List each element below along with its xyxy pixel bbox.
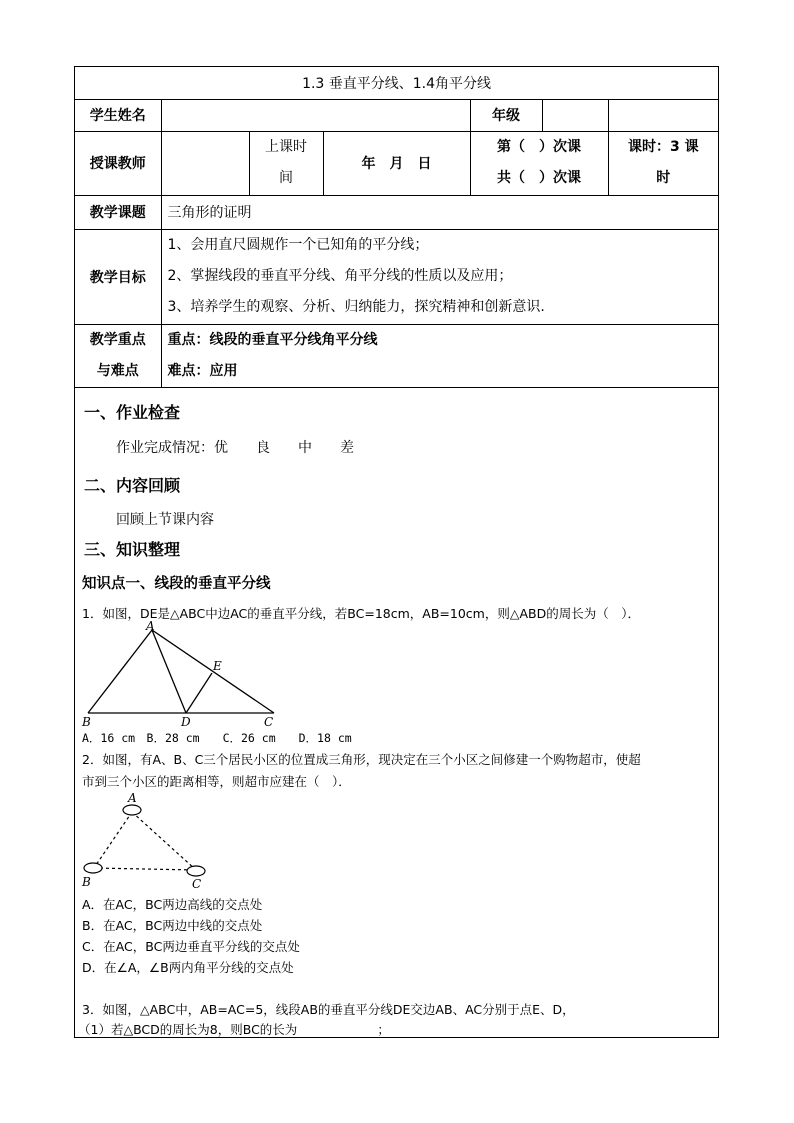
student-name-label: 学生姓名 (75, 99, 161, 131)
goal-item: 3、培养学生的观察、分析、归纳能力，探究精神和创新意识. (167, 299, 545, 315)
q2-option-a: A．在AC，BC两边高线的交点处 (82, 897, 263, 912)
teacher-field[interactable] (161, 131, 249, 195)
class-time-label: 上课时 间 (249, 131, 323, 195)
q3-answer-blank[interactable] (297, 1025, 377, 1038)
difficult-point: 难点：应用 (167, 362, 238, 379)
q1-label-e: E (213, 659, 222, 673)
teacher-label: 授课教师 (75, 131, 161, 195)
q1-label-d: D (181, 715, 191, 729)
goal-item: 2、掌握线段的垂直平分线、角平分线的性质以及应用； (167, 268, 513, 284)
q2-triangle-figure (78, 790, 218, 892)
goals-label: 教学目标 (75, 229, 161, 324)
topic-value: 三角形的证明 (161, 195, 718, 229)
q1-triangle-figure (78, 618, 288, 730)
q2-text-line1: 2．如图，有A、B、C三个居民小区的位置成三角形，现决定在三个小区之间修建一个购物超市，使超 (82, 752, 641, 767)
key-point: 重点：线段的垂直平分线角平分线 (167, 331, 378, 348)
class-date: 年 月 日 (323, 131, 470, 195)
q2-option-c: C．在AC，BC两边垂直平分线的交点处 (82, 939, 300, 954)
q2-text-line2: 市到三个小区的距离相等，则超市应建在（ ）． (82, 774, 351, 789)
student-name-field[interactable] (161, 99, 470, 131)
section-homework-text: 作业完成情况：优 良 中 差 (116, 440, 354, 456)
section-review-title: 二、内容回顾 (84, 476, 181, 495)
lesson-title: 1.3 垂直平分线、1.4角平分线 (75, 67, 718, 99)
section-knowledge-title: 三、知识整理 (84, 540, 181, 559)
q2-label-b: B (82, 875, 91, 889)
topic-label: 教学课题 (75, 195, 161, 229)
grade-label: 年级 (470, 99, 542, 131)
q2-option-b: B．在AC，BC两边中线的交点处 (82, 918, 263, 933)
knowledge-point-1-title: 知识点一、线段的垂直平分线 (82, 576, 271, 592)
key-points-label: 教学重点 与难点 (75, 324, 161, 387)
q1-label-b: B (82, 715, 91, 729)
q1-label-c: C (264, 715, 274, 729)
q1-text: 1．如图，DE是△ABC中边AC的垂直平分线，若BC=18cm，AB=10cm，则△ABD的周长为（ ）． (82, 606, 640, 621)
q2-option-d: D．在∠A，∠B两内角平分线的交点处 (82, 960, 294, 975)
section-review-text: 回顾上节课内容 (116, 512, 214, 528)
goals-list (161, 229, 718, 324)
lesson-header-table (75, 67, 718, 388)
section-homework-title: 一、作业检查 (84, 403, 181, 422)
class-hours: 课时：3 课 时 (608, 131, 718, 195)
q3-sub1: （1）若△BCD的周长为8，则BC的长为 ； (78, 1022, 390, 1037)
q3-text: 3．如图，△ABC中，AB=AC=5，线段AB的垂直平分线DE交边AB、AC分别于点E、D， (82, 1002, 575, 1017)
key-points (161, 324, 718, 387)
session-count: 第（ ）次课 共（ ）次课 (470, 131, 608, 195)
goal-item: 1、会用直尺圆规作一个已知角的平分线； (167, 237, 429, 253)
q2-label-a: A (128, 791, 137, 805)
grade-field[interactable] (542, 99, 608, 131)
q1-label-a: A (146, 619, 155, 633)
q1-options: A．16 cm B．28 cm C．26 cm D．18 cm (82, 731, 352, 745)
q2-label-c: C (192, 877, 202, 891)
